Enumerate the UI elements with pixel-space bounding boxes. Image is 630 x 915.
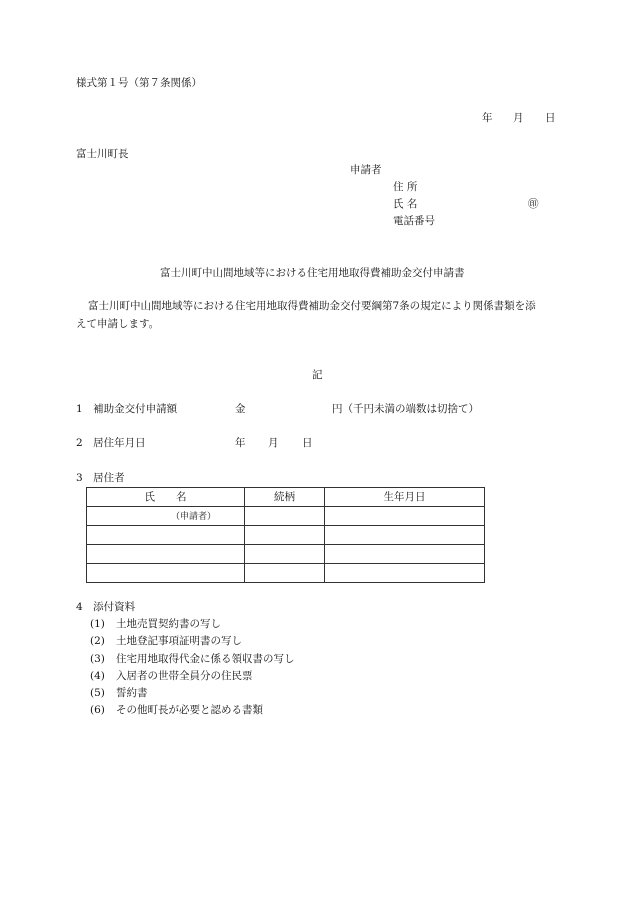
attachment-number: (1) — [90, 618, 105, 630]
attachment-number: (5) — [90, 687, 105, 699]
birthdate-cell[interactable] — [325, 564, 485, 583]
date-month-label: 月 — [513, 112, 524, 124]
attachment-number: (2) — [90, 635, 105, 647]
item1-kin: 金 — [235, 403, 246, 415]
attachment-text: 土地登記事項証明書の写し — [116, 635, 242, 647]
date-year-label: 年 — [482, 112, 493, 124]
residents-table — [86, 487, 485, 583]
date-day-label: 日 — [545, 112, 556, 124]
table-row — [87, 526, 485, 545]
applicant-heading: 申請者 — [350, 164, 382, 176]
body-text-line2: えて申請します。 — [76, 318, 160, 330]
table-row — [87, 564, 485, 583]
header-relationship: 続柄 — [245, 488, 325, 507]
attachment-text: その他町長が必要と認める書類 — [116, 704, 263, 716]
applicant-name-label: 氏 名 — [393, 198, 418, 210]
item3-label: 3 居住者 — [76, 472, 125, 484]
item4-label: 4 添付資料 — [76, 601, 136, 613]
ki-heading: 記 — [312, 369, 323, 381]
applicant-address-label: 住 所 — [393, 181, 418, 193]
relationship-cell[interactable] — [245, 526, 325, 545]
attachment-number: (4) — [90, 670, 105, 682]
item2-label: 2 居住年月日 — [76, 437, 146, 449]
form-title: 富士川町中山間地域等における住宅用地取得費補助金交付申請書 — [160, 267, 465, 279]
birthdate-cell[interactable] — [325, 526, 485, 545]
relationship-cell[interactable] — [245, 564, 325, 583]
attachment-text: 土地売買契約書の写し — [116, 618, 221, 630]
birthdate-cell[interactable] — [325, 545, 485, 564]
body-text-line1: 富士川町中山間地域等における住宅用地取得費補助金交付要綱第7条の規定により関係書類を添 — [88, 300, 536, 312]
attachment-text: 誓約書 — [116, 687, 148, 699]
attachment-text: 入居者の世帯全員分の住民票 — [116, 670, 253, 682]
header-birthdate: 生年月日 — [325, 488, 485, 507]
item1-label: 1 補助金交付申請額 — [76, 403, 178, 415]
item1-en-note: 円（千円未満の端数は切捨て） — [332, 403, 479, 415]
name-cell[interactable] — [87, 507, 245, 526]
attachment-number: (3) — [90, 653, 105, 665]
table-header-row — [87, 488, 485, 507]
table-row — [87, 507, 485, 526]
applicant-note: （申請者） — [170, 511, 216, 522]
birthdate-cell[interactable] — [325, 507, 485, 526]
attachment-number: (6) — [90, 704, 105, 716]
name-cell[interactable] — [87, 564, 245, 583]
name-cell[interactable] — [87, 526, 245, 545]
seal-mark: ㊞ — [528, 198, 539, 210]
table-row — [87, 545, 485, 564]
relationship-cell[interactable] — [245, 507, 325, 526]
item2-day: 日 — [302, 437, 313, 449]
item2-year: 年 — [235, 437, 246, 449]
item2-month: 月 — [268, 437, 279, 449]
name-cell[interactable] — [87, 545, 245, 564]
form-number: 様式第１号（第７条関係） — [76, 77, 202, 89]
addressee: 富士川町長 — [76, 148, 129, 160]
applicant-phone-label: 電話番号 — [393, 215, 435, 227]
relationship-cell[interactable] — [245, 545, 325, 564]
header-name: 氏 名 — [87, 488, 245, 507]
attachment-text: 住宅用地取得代金に係る領収書の写し — [116, 653, 295, 665]
